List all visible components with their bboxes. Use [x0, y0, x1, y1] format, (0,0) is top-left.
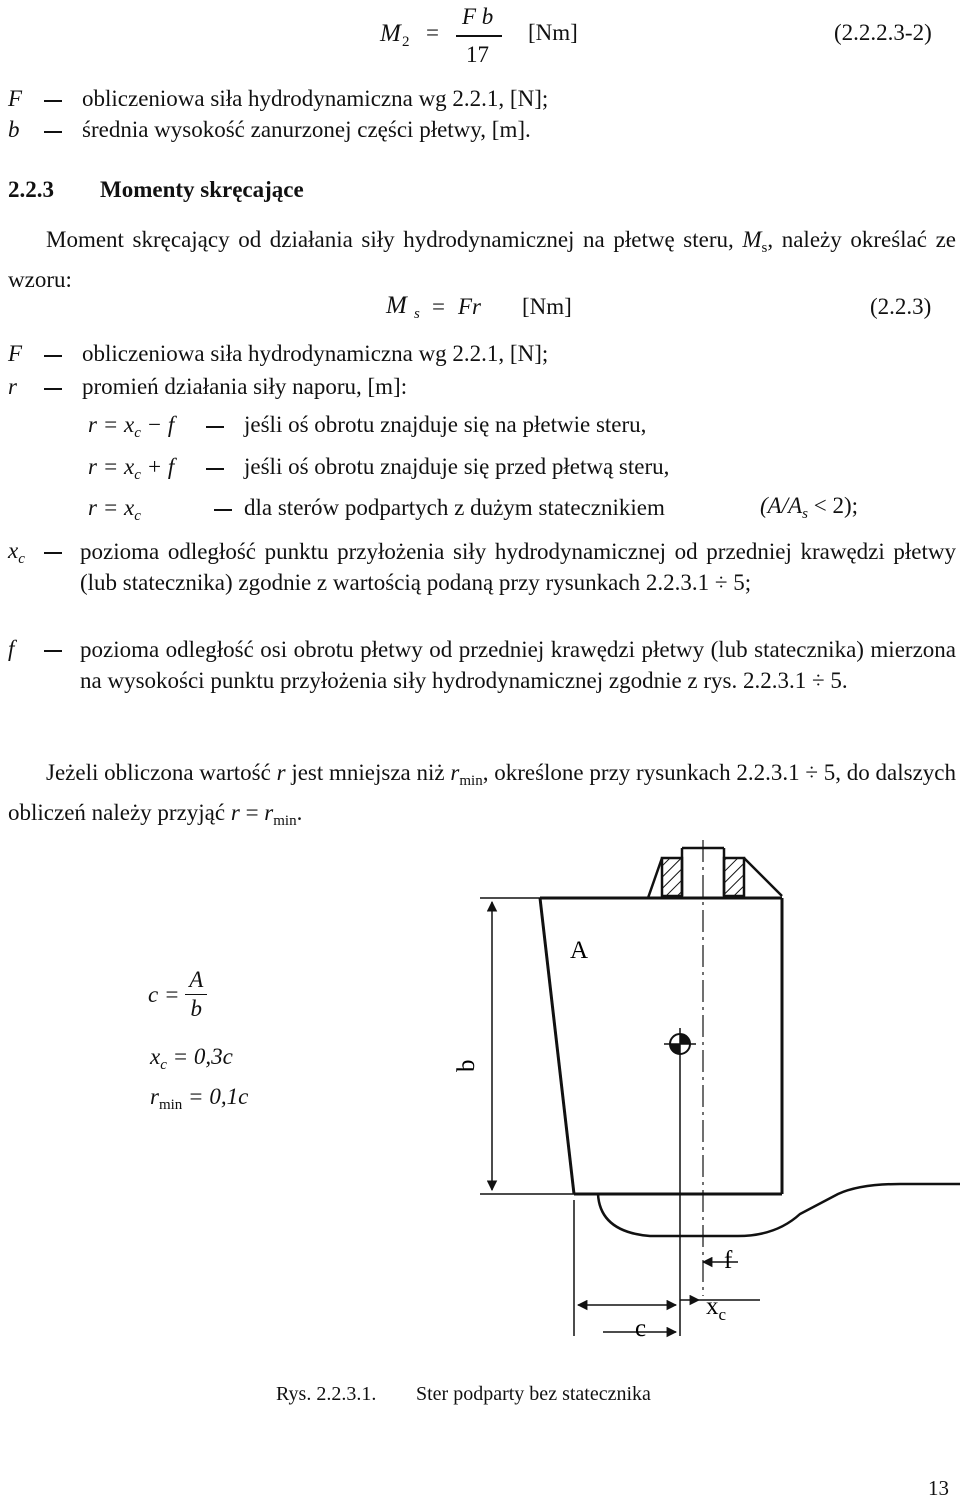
label-a: A: [570, 937, 589, 964]
figure-eq-c-lhs: c =: [148, 981, 180, 1007]
note-r2: r: [230, 800, 240, 825]
section-title: Momenty skręcające: [100, 177, 304, 202]
label-xc-main: x: [706, 1293, 719, 1320]
legend3-sym-f: f: [8, 636, 15, 661]
note-p2: jest mniejsza niż: [285, 760, 451, 785]
eq-m2-number: (2.2.2.3-2): [834, 20, 932, 45]
label-f: f: [724, 1247, 733, 1274]
note-r3: r: [264, 800, 274, 825]
label-xc: [706, 1293, 727, 1324]
eq-ms-number: (2.2.3): [870, 294, 932, 319]
caption-title: Ster podparty bez statecznika: [416, 1383, 651, 1405]
label-c: c: [635, 1315, 647, 1342]
figure-eq-rmin-sub: min: [158, 1097, 183, 1113]
intro-sym: M: [742, 227, 762, 252]
legend3-text-f: pozioma odległość osi obrotu płetwy od przedniej krawędzi płetwy (lub statecznika) mierzona na wysokości punktu przyłożenia siły hydrodynamicznej zgodnie z rys. 2.2.3.1 ÷ 5.: [80, 637, 956, 693]
figure-eq-xc-lhs: x: [150, 1044, 161, 1069]
case3-formula: r = x: [88, 495, 135, 520]
figure-eq-rmin-lhs: r: [150, 1084, 159, 1109]
case2-text: jeśli oś obrotu znajduje się przed płetwą steru,: [244, 454, 670, 479]
section-number: 2.2.3: [8, 177, 54, 202]
legend3-sym-xc-main: x: [8, 538, 19, 563]
figure-eq-c-den: b: [190, 996, 203, 1021]
legend3-sym-xc-sub: c: [18, 551, 25, 567]
eq-ms-lhs-sub: s: [414, 306, 420, 322]
case3-text: dla sterów podpartych z dużym statecznikiem: [244, 495, 665, 520]
label-b: b: [453, 1059, 480, 1072]
rudder-stock-bearing: [648, 848, 782, 898]
case3-sub: c: [134, 508, 141, 524]
sole-piece: [598, 1184, 960, 1236]
note-rmin-sub: min: [459, 773, 483, 789]
figure-eq-xc-rhs: = 0,3c: [166, 1044, 233, 1069]
legend3-text-xc: pozioma odległość punktu przyłożenia siły hydrodynamicznej od przedniej krawędzi płetwy (lub statecznika) zgodnie z wartością podaną przy rysunkach 2.2.3.1 ÷ 5;: [80, 539, 956, 595]
note-rmin: r: [450, 760, 460, 785]
legend1-sym-f: F: [8, 86, 23, 111]
eq-ms-lhs: M: [386, 292, 407, 319]
legend2-text-r: promień działania siły naporu, [m]:: [82, 374, 408, 399]
note-end: .: [296, 800, 303, 825]
eq-m2-unit: [Nm]: [528, 20, 578, 45]
page-number: 13: [928, 1476, 949, 1500]
note-p3: , określone przy rysunkach 2.2.3.1 ÷ 5, do dalszych obliczeń należy przyjąć: [8, 760, 956, 825]
note-r3-sub: min: [273, 813, 297, 829]
figure-eq-c-num: A: [185, 966, 207, 995]
legend1-sym-b: b: [8, 117, 20, 142]
intro-sym-sub: s: [761, 240, 768, 256]
pressure-center-marker: [664, 1028, 696, 1060]
case2-sub: c: [134, 467, 141, 483]
case1-text: jeśli oś obrotu znajduje się na płetwie steru,: [244, 412, 647, 437]
legend1-text-f: obliczeniowa siła hydrodynamiczna wg 2.2.1, [N];: [82, 86, 549, 111]
case1-formula: r = x: [88, 412, 135, 437]
intro-part2: , należy określać ze wzoru:: [8, 227, 956, 292]
case2-tail: + f: [140, 454, 175, 479]
case1-tail: − f: [140, 412, 175, 437]
eq-ms-equals: =: [432, 294, 445, 319]
eq-ms-unit: [Nm]: [522, 294, 572, 319]
dimension-lower: [574, 1060, 760, 1336]
eq-m2-lhs: M: [380, 20, 401, 47]
eq-m2-lhs-sub: 2: [402, 34, 410, 50]
note-eq: =: [239, 800, 265, 825]
case2-formula: r = x: [88, 454, 135, 479]
case3-cond-sub: s: [802, 506, 808, 522]
intro-part1: Moment skręcający od działania siły hydrodynamicznej na płetwę steru,: [46, 227, 743, 252]
label-xc-sub: c: [718, 1305, 727, 1324]
legend1-text-b: średnia wysokość zanurzonej części płetwy, [m].: [82, 117, 531, 142]
case3-cond-tail: < 2);: [808, 493, 859, 518]
dimension-b: [480, 898, 574, 1194]
eq-m2-numerator: F b: [462, 4, 494, 29]
figure-eq-xc-sub: c: [160, 1057, 167, 1073]
figure-eq-rmin-rhs: = 0,1c: [182, 1084, 249, 1109]
eq-m2-equals: =: [426, 20, 439, 45]
note-r: r: [276, 760, 286, 785]
case3-cond: (A/A: [760, 493, 803, 518]
legend2-sym-r: r: [8, 374, 17, 399]
note-p1: Jeżeli obliczona wartość: [46, 760, 277, 785]
eq-m2-denominator: 17: [466, 42, 489, 67]
eq-ms-rhs: Fr: [458, 294, 481, 319]
caption-number: Rys. 2.2.3.1.: [276, 1383, 377, 1405]
legend2-sym-f: F: [8, 341, 23, 366]
case1-sub: c: [134, 425, 141, 441]
legend2-text-f: obliczeniowa siła hydrodynamiczna wg 2.2.1, [N];: [82, 341, 549, 366]
